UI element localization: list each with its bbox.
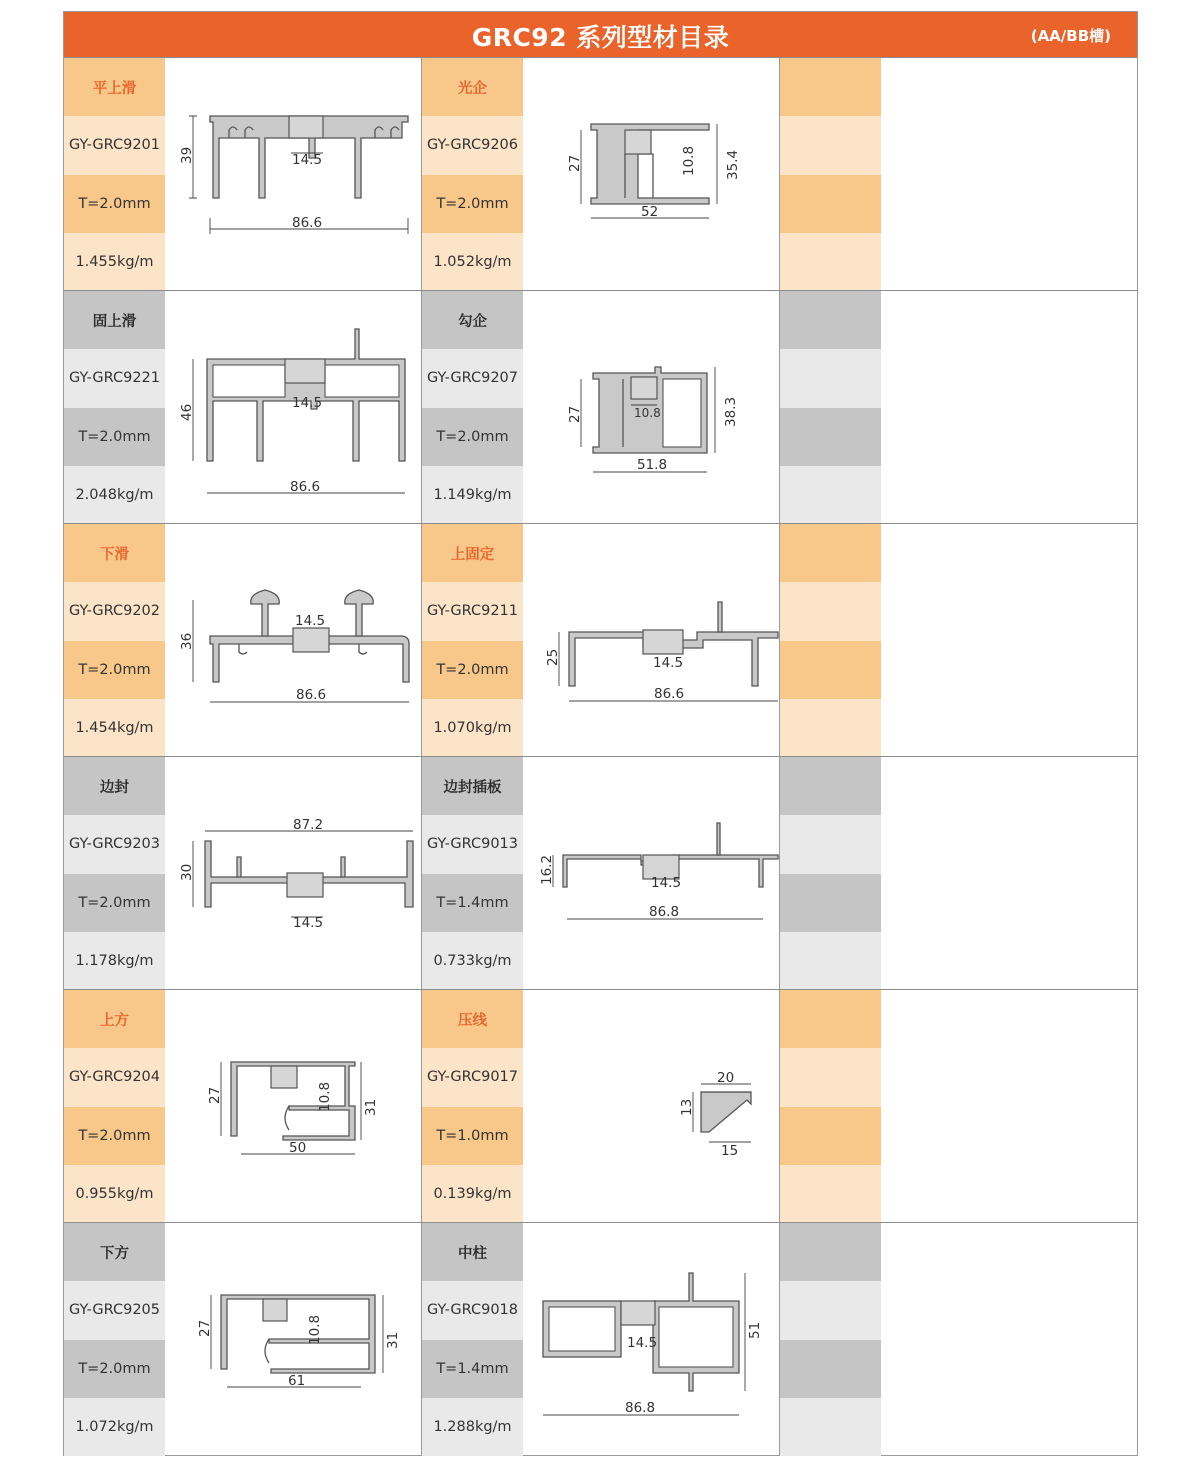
profile-code: GY-GRC9018 bbox=[422, 1281, 523, 1339]
profile-code: GY-GRC9207 bbox=[422, 349, 523, 407]
svg-text:86.8: 86.8 bbox=[625, 1400, 656, 1416]
svg-text:61: 61 bbox=[288, 1373, 306, 1389]
svg-text:39: 39 bbox=[179, 146, 195, 164]
profile-drawing-9202 bbox=[165, 524, 421, 757]
profile-thickness: T=1.4mm bbox=[422, 1340, 523, 1398]
profile-thickness: T=2.0mm bbox=[422, 641, 523, 699]
profile-weight: 1.454kg/m bbox=[64, 699, 165, 757]
svg-text:38.3: 38.3 bbox=[723, 396, 739, 427]
profile-weight: 2.048kg/m bbox=[64, 466, 165, 524]
profile-weight: 1.149kg/m bbox=[422, 466, 523, 524]
profile-thickness: T=2.0mm bbox=[64, 1107, 165, 1165]
catalog-row-6 bbox=[64, 1222, 1137, 1456]
svg-text:14.5: 14.5 bbox=[653, 655, 684, 671]
profile-weight: 1.072kg/m bbox=[64, 1398, 165, 1456]
profile-weight: 1.455kg/m bbox=[64, 233, 165, 291]
svg-text:25: 25 bbox=[545, 648, 561, 666]
profile-code: GY-GRC9202 bbox=[64, 582, 165, 640]
blank-info-cell bbox=[780, 757, 881, 990]
catalog-row-3 bbox=[64, 523, 1137, 757]
svg-text:30: 30 bbox=[179, 863, 195, 881]
svg-text:50: 50 bbox=[289, 1140, 307, 1156]
profile-code: GY-GRC9211 bbox=[422, 582, 523, 640]
profile-drawing-9206 bbox=[523, 58, 779, 291]
profile-name: 上固定 bbox=[422, 524, 523, 582]
profile-drawing-9211 bbox=[523, 524, 779, 757]
profile-info-9207 bbox=[422, 291, 523, 524]
blank-info-cell bbox=[780, 524, 881, 757]
profile-code: GY-GRC9221 bbox=[64, 349, 165, 407]
profile-info-9211 bbox=[422, 524, 523, 757]
profile-drawing-9201 bbox=[165, 58, 421, 291]
svg-text:14.5: 14.5 bbox=[627, 1335, 658, 1351]
profile-info-9221 bbox=[64, 291, 165, 524]
slot-type-note: (AA/BB槽) bbox=[1030, 27, 1111, 45]
profile-thickness: T=2.0mm bbox=[422, 175, 523, 233]
svg-text:27: 27 bbox=[567, 405, 583, 423]
profile-code: GY-GRC9017 bbox=[422, 1048, 523, 1106]
svg-text:15: 15 bbox=[721, 1143, 739, 1159]
svg-text:10.8: 10.8 bbox=[681, 145, 697, 176]
svg-text:10.8: 10.8 bbox=[317, 1081, 333, 1112]
blank-info-cell bbox=[780, 990, 881, 1223]
profile-thickness: T=2.0mm bbox=[64, 641, 165, 699]
svg-text:86.6: 86.6 bbox=[654, 686, 685, 702]
svg-text:86.6: 86.6 bbox=[290, 479, 321, 495]
svg-text:35.4: 35.4 bbox=[725, 149, 741, 180]
svg-text:31: 31 bbox=[363, 1098, 379, 1116]
profile-name: 固上滑 bbox=[64, 291, 165, 349]
profile-info-9018 bbox=[422, 1223, 523, 1456]
profile-info-9013 bbox=[422, 757, 523, 990]
profile-catalog-table bbox=[63, 11, 1138, 1456]
svg-text:14.5: 14.5 bbox=[295, 613, 326, 629]
profile-name: 平上滑 bbox=[64, 58, 165, 116]
profile-name: 勾企 bbox=[422, 291, 523, 349]
profile-name: 光企 bbox=[422, 58, 523, 116]
svg-text:36: 36 bbox=[179, 632, 195, 650]
profile-weight: 1.288kg/m bbox=[422, 1398, 523, 1456]
svg-text:86.6: 86.6 bbox=[292, 215, 323, 231]
catalog-row-4 bbox=[64, 756, 1137, 990]
profile-thickness: T=2.0mm bbox=[64, 175, 165, 233]
profile-drawing-9205 bbox=[165, 1223, 421, 1456]
svg-text:86.6: 86.6 bbox=[296, 687, 327, 703]
profile-thickness: T=2.0mm bbox=[422, 408, 523, 466]
profile-name: 边封 bbox=[64, 757, 165, 815]
svg-text:27: 27 bbox=[197, 1319, 213, 1337]
svg-text:14.5: 14.5 bbox=[651, 875, 682, 891]
profile-code: GY-GRC9206 bbox=[422, 116, 523, 174]
svg-text:51: 51 bbox=[747, 1321, 763, 1339]
catalog-row-1 bbox=[64, 57, 1137, 291]
svg-text:27: 27 bbox=[567, 154, 583, 172]
svg-text:46: 46 bbox=[179, 403, 195, 421]
profile-info-9202 bbox=[64, 524, 165, 757]
profile-drawing-9013 bbox=[523, 757, 779, 990]
blank-info-cell bbox=[780, 58, 881, 291]
profile-code: GY-GRC9203 bbox=[64, 815, 165, 873]
profile-drawing-9203 bbox=[165, 757, 421, 990]
svg-text:87.2: 87.2 bbox=[293, 817, 324, 833]
profile-drawing-9221 bbox=[165, 291, 421, 524]
svg-text:10.8: 10.8 bbox=[634, 406, 661, 420]
svg-text:10.8: 10.8 bbox=[307, 1314, 323, 1345]
svg-text:14.5: 14.5 bbox=[292, 152, 323, 168]
profile-thickness: T=1.4mm bbox=[422, 874, 523, 932]
profile-info-9203 bbox=[64, 757, 165, 990]
profile-name: 下滑 bbox=[64, 524, 165, 582]
profile-weight: 1.070kg/m bbox=[422, 699, 523, 757]
svg-text:86.8: 86.8 bbox=[649, 904, 680, 920]
svg-text:14.5: 14.5 bbox=[293, 915, 324, 931]
profile-drawing-9207 bbox=[523, 291, 779, 524]
profile-weight: 0.955kg/m bbox=[64, 1165, 165, 1223]
svg-text:31: 31 bbox=[385, 1331, 401, 1349]
profile-weight: 1.178kg/m bbox=[64, 932, 165, 990]
profile-code: GY-GRC9201 bbox=[64, 116, 165, 174]
profile-name: 中柱 bbox=[422, 1223, 523, 1281]
svg-text:27: 27 bbox=[207, 1086, 223, 1104]
svg-text:14.5: 14.5 bbox=[292, 395, 323, 411]
catalog-header bbox=[64, 12, 1137, 57]
profile-thickness: T=2.0mm bbox=[64, 874, 165, 932]
profile-info-9204 bbox=[64, 990, 165, 1223]
profile-weight: 0.733kg/m bbox=[422, 932, 523, 990]
profile-weight: 0.139kg/m bbox=[422, 1165, 523, 1223]
svg-text:20: 20 bbox=[717, 1070, 735, 1086]
svg-text:16.2: 16.2 bbox=[539, 854, 555, 885]
profile-code: GY-GRC9013 bbox=[422, 815, 523, 873]
profile-weight: 1.052kg/m bbox=[422, 233, 523, 291]
profile-info-9017 bbox=[422, 990, 523, 1223]
profile-info-9206 bbox=[422, 58, 523, 291]
svg-text:51.8: 51.8 bbox=[637, 457, 668, 473]
svg-text:52: 52 bbox=[641, 204, 659, 220]
catalog-row-5 bbox=[64, 989, 1137, 1223]
profile-thickness: T=1.0mm bbox=[422, 1107, 523, 1165]
blank-info-cell bbox=[780, 1223, 881, 1456]
catalog-title: GRC92 系列型材目录 bbox=[471, 23, 730, 52]
profile-code: GY-GRC9204 bbox=[64, 1048, 165, 1106]
profile-thickness: T=2.0mm bbox=[64, 1340, 165, 1398]
profile-name: 边封插板 bbox=[422, 757, 523, 815]
profile-drawing-9017 bbox=[523, 990, 779, 1223]
profile-info-9201 bbox=[64, 58, 165, 291]
profile-name: 上方 bbox=[64, 990, 165, 1048]
profile-name: 压线 bbox=[422, 990, 523, 1048]
profile-name: 下方 bbox=[64, 1223, 165, 1281]
catalog-row-2 bbox=[64, 290, 1137, 524]
profile-info-9205 bbox=[64, 1223, 165, 1456]
profile-thickness: T=2.0mm bbox=[64, 408, 165, 466]
svg-text:13: 13 bbox=[679, 1098, 695, 1116]
profile-code: GY-GRC9205 bbox=[64, 1281, 165, 1339]
blank-info-cell bbox=[780, 291, 881, 524]
profile-drawing-9018 bbox=[523, 1223, 779, 1456]
profile-drawing-9204 bbox=[165, 990, 421, 1223]
